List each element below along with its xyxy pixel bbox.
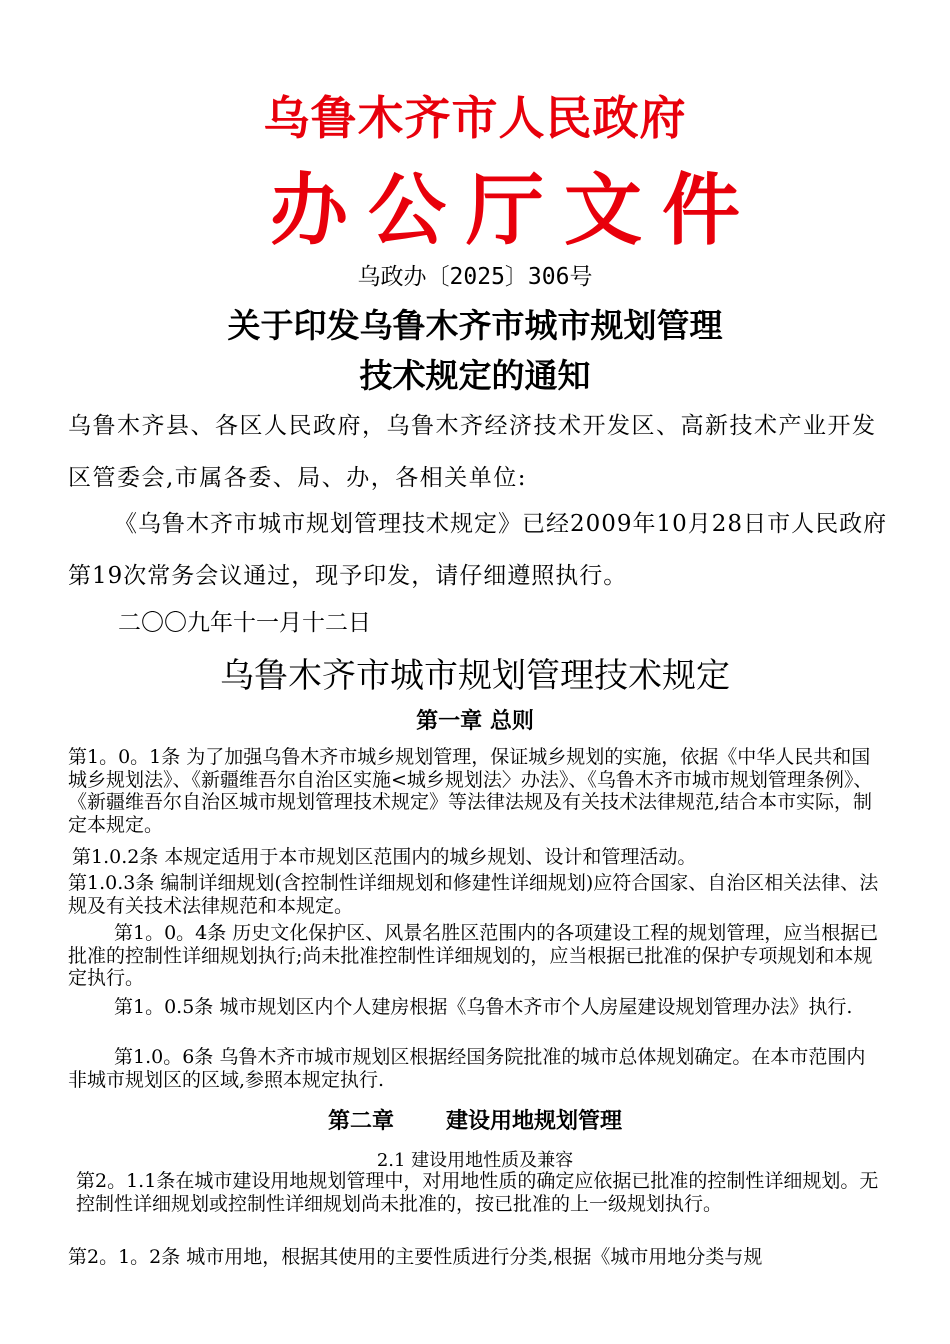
article-1-0-6: [68, 1046, 884, 1091]
chapter-2-number: 第二章: [327, 1109, 394, 1134]
article-label: 第2。1。2条: [68, 1246, 181, 1268]
article-label: 第1。0.5条: [114, 996, 214, 1018]
article-1-0-2: [72, 846, 888, 869]
article-label: 第1.0.3条: [68, 872, 155, 894]
article-label: 第1。0。4条: [114, 922, 227, 944]
notice-recipients: 乌鲁木齐县、各区人民政府，乌鲁木齐经济技术开发区、高新技术产业开发区管委会,市属各委、局、办，各相关单位:: [68, 413, 877, 491]
regulation-title: 乌鲁木齐市城市规划管理技术规定: [220, 656, 730, 696]
document-number: 乌政办〔2025〕306号: [357, 264, 593, 290]
article-label: 第2。1.1条: [76, 1170, 176, 1192]
notice-title-line1: 关于印发乌鲁木齐市城市规划管理: [227, 306, 723, 345]
article-1-0-4: [68, 922, 884, 990]
article-label: 第1。0。1条: [68, 746, 181, 768]
article-text: 编制详细规划(含控制性详细规划和修建性详细规划)应符合国家、自治区相关法律、法规及有关技术法律规范和本规定。: [68, 872, 879, 917]
article-1-0-5: [68, 996, 884, 1019]
chapter-1-heading: 第一章 总则: [416, 709, 534, 734]
document-type-heading: 办公厅文件: [269, 166, 760, 256]
article-text: 本规定适用于本市规划区范围内的城乡规划、设计和管理活动。: [158, 846, 697, 868]
article-text: 历史文化保护区、风景名胜区范围内的各项建设工程的规划管理，应当根据已批准的控制性详细规划执行;尚未批准控制性详细规划的，应当根据已批准的保护专项规划和本规定执行。: [68, 922, 879, 990]
article-text: 为了加强乌鲁木齐市城乡规划管理，保证城乡规划的实施，依据《中华人民共和国城乡规划法》、《新疆维吾尔自治区实施<城乡规划法〉办法》、《乌鲁木齐市城市规划管理条例》、《新疆维吾尔自治区城市规划管理技术规定》等法律法规及有关技术法律规范,结合本市实际，制定本规定。: [68, 746, 873, 836]
article-2-1-1: [76, 1170, 892, 1215]
article-label: 第1.0。6条: [114, 1046, 214, 1068]
notice-body: 《乌鲁木齐市城市规划管理技术规定》已经2009年10月28日市人民政府第19次常务会议通过，现予印发，请仔细遵照执行。: [68, 511, 888, 589]
article-1-0-1: [68, 746, 884, 836]
article-2-1-2: [68, 1246, 884, 1269]
article-text: 乌鲁木齐市城市规划区根据经国务院批准的城市总体规划确定。在本市范围内非城市规划区的区域,参照本规定执行.: [68, 1046, 866, 1091]
section-2-1-heading: 2.1 建设用地性质及兼容: [376, 1150, 574, 1171]
notice-date: 二〇〇九年十一月十二日: [118, 610, 371, 636]
chapter-2-heading: [0, 1104, 950, 1135]
article-label: 第1.0.2条: [72, 846, 159, 868]
notice-title-line2: 技术规定的通知: [359, 356, 591, 395]
article-text: 城市规划区内个人建房根据《乌鲁木齐市个人房屋建设规划管理办法》执行.: [213, 996, 853, 1018]
issuing-organization: 乌鲁木齐市人民政府: [263, 91, 687, 145]
article-1-0-3: [68, 872, 884, 917]
chapter-2-title: 建设用地规划管理: [446, 1109, 623, 1134]
article-text: 城市用地，根据其使用的主要性质进行分类,根据《城市用地分类与规: [180, 1246, 763, 1268]
article-text: 在城市建设用地规划管理中，对用地性质的确定应依据已批准的控制性详细规划。无控制性详细规划或控制性详细规划尚未批准的，按已批准的上一级规划执行。: [76, 1170, 879, 1215]
